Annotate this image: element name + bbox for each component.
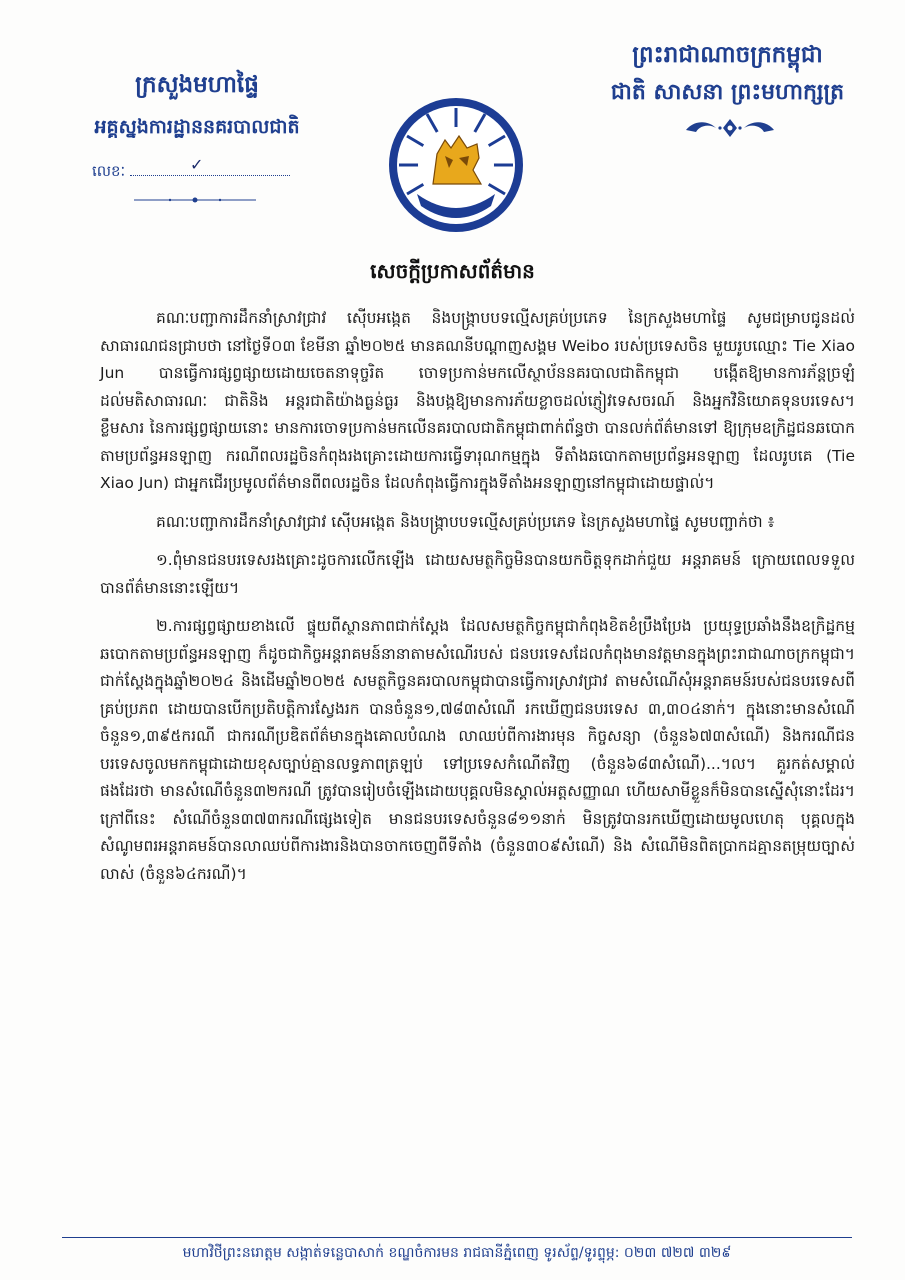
kingdom-name: ព្រះរាជាណាចក្រកម្ពុជា <box>632 42 823 68</box>
reference-dotted-field <box>130 155 290 176</box>
reference-label: លេខៈ <box>92 162 126 180</box>
ministry-name: ក្រសួងមហាផ្ទៃ <box>135 72 259 98</box>
national-motto: ជាតិ សាសនា ព្រះមហាក្សត្រ <box>610 80 845 105</box>
royal-ornament-icon <box>680 116 780 140</box>
footer-address: មហាវិថីព្រះនរោត្តម សង្កាត់ទន្លេបាសាក់ ខណ្ឌចំការមន រាជធានីភ្នំពេញ ទូរស័ព្ទ/ទូរព្ទុម្ភ: ០២៣ ៧២៧ ៣២៩ <box>182 1245 732 1261</box>
divider-ornament-icon <box>130 196 260 204</box>
reference-number-line <box>92 155 307 184</box>
kingdom-header <box>575 40 880 108</box>
document-body <box>100 305 855 899</box>
paragraph-2: គណៈបញ្ជាការដឹកនាំស្រាវជ្រាវ ស៊ើបអង្កេត និងបង្ក្រាបបទល្មើសគ្រប់ប្រភេទ នៃក្រសួងមហាផ្ទៃ សូមបញ្ជាក់ថា ៖ <box>156 512 775 531</box>
paragraph-3: ១.ពុំមានជនបរទេសរងគ្រោះដូចការលើកឡើង ដោយសមត្ថកិច្ចមិនបានយកចិត្តទុកដាក់ជួយ អន្តរាគមន៍ ក្រោយពេលទទួលបានព័ត៌មាននោះឡើយ។ <box>100 551 855 597</box>
footer-divider <box>62 1237 852 1238</box>
paragraph-1: គណៈបញ្ជាការដឹកនាំស្រាវជ្រាវ ស៊ើបអង្កេត និងបង្ក្រាបបទល្មើសគ្រប់ប្រភេទ នៃក្រសួងមហាផ្ទៃ សូមជម្រាបជូនដល់សាធារណជនជ្រាបថា នៅថ្ងៃទី០៣ ខែមីនា ឆ្នាំ២០២៥ មានគណនីបណ្តាញសង្គម Weibo របស់ប្រទេសចិន មួយរូបឈ្មោះ Tie Xiao Jun បានធ្វើការផ្សព្វផ្សាយដោយចេតនាទុច្ចរិត ចោទប្រកាន់មកលើស្ថាប័ននគរបាលជាតិកម្ពុជា បង្កើតឱ្យមានការភ័ន្តច្រឡំដល់មតិសាធារណៈ ជាតិនិង អន្តរជាតិយ៉ាងធ្ងន់ធ្ងរ និងបង្កឱ្យមានការភ័យខ្លាចដល់ភ្ញៀវទេសចរណ៍ និងអ្នកវិនិយោគទុនបរទេស។ ខ្លឹមសារ នៃការផ្សព្វផ្សាយនោះ មានការចោទប្រកាន់មកលើនគរបាលជាតិកម្ពុជាពាក់ព័ន្ធថា បានលក់ព័ត៌មានទៅ ឱ្យក្រុមឧក្រិដ្ឋជនឆបោកតាមប្រព័ន្ធអនឡាញ ករណីពលរដ្ឋចិនកំពុងរងគ្រោះដោយការធ្វើទារុណកម្មក្នុង ទីតាំងឆបោកតាមប្រព័ន្ធអនឡាញ ដែលរូបគេ (Tie Xiao Jun) ជាអ្នកជើរប្រមូលព័ត៌មានពីពលរដ្ឋចិន ដែលកំពុងធ្វើការក្នុងទីតាំងអនឡាញនៅកម្ពុជាដោយផ្ទាល់។ <box>100 309 855 492</box>
ministry-header <box>62 70 332 142</box>
checkmark-icon: ✓ <box>189 155 204 174</box>
police-emblem-icon <box>387 96 525 234</box>
department-name: អគ្គស្នងការដ្ឋាននគរបាលជាតិ <box>94 116 300 138</box>
paragraph-4: ២.ការផ្សព្វផ្សាយខាងលើ ផ្ទុយពីស្ថានភាពជាក់ស្តែង ដែលសមត្ថកិច្ចកម្ពុជាកំពុងខិតខំប្រឹងប្រែង ប្រយុទ្ធប្រឆាំងនឹងឧក្រិដ្ឋកម្មឆបោកតាមប្រព័ន្ធអនឡាញ ក៏ដូចជាកិច្ចអន្តរាគមន៍នានាតាមសំណើរបស់ ជនបរទេសដែលកំពុងមានវត្តមានក្នុងព្រះរាជាណាចក្រកម្ពុជា។ ជាក់ស្តែងក្នុងឆ្នាំ២០២៤ និងដើមឆ្នាំ២០២៥ សមត្ថកិច្ចនគរបាលកម្ពុជាបានធ្វើការស្រាវជ្រាវ តាមសំណើសុំអន្តរាគមន៍របស់ជនបរទេសពីគ្រប់ប្រភព ដោយបានបើកប្រតិបត្តិការស្វែងរក បានចំនួន១,៧៨៣សំណើ រកឃើញជនបរទេស ៣,៣០៤នាក់។ ក្នុងនោះមានសំណើចំនួន១,៣៩៥ករណី ជាករណីប្រឌិតព័ត៌មានក្នុងគោលបំណង លាឈប់ពីការងារមុន កិច្ចសន្យា (ចំនួន៦៧៣សំណើ) និងករណីជនបរទេសចូលមកកម្ពុជាដោយខុសច្បាប់គ្មានលទ្ធភាពត្រឡប់ ទៅប្រទេសកំណើតវិញ (ចំនួន៦៨៣សំណើ)...។ល។ គួរកត់សម្គាល់ផងដែរថា មានសំណើចំនួន៣២ករណី ត្រូវបានរៀបចំឡើងដោយបុគ្គលមិនស្គាល់អត្តសញ្ញាណ ហើយសាមីខ្លួនក៏មិនបានស្នើសុំនោះដែរ។ ក្រៅពីនេះ សំណើចំនួន៣៧៣ករណីផ្សេងទៀត មានជនបរទេសចំនួន៨១១នាក់ មិនត្រូវបានរកឃើញដោយមូលហេតុ បុគ្គលក្នុងសំណូមពរអន្តរាគមន៍បានលាឈប់ពីការងារនិងបានចាកចេញពីទីតាំង (ចំនួន៣០៩សំណើ) និង សំណើមិនពិតប្រាកដគ្មានតម្រុយច្បាស់លាស់ (ចំនួន៦៤ករណី)។ <box>100 617 855 883</box>
document-title: សេចក្តីប្រកាសព័ត៌មាន <box>370 259 535 283</box>
